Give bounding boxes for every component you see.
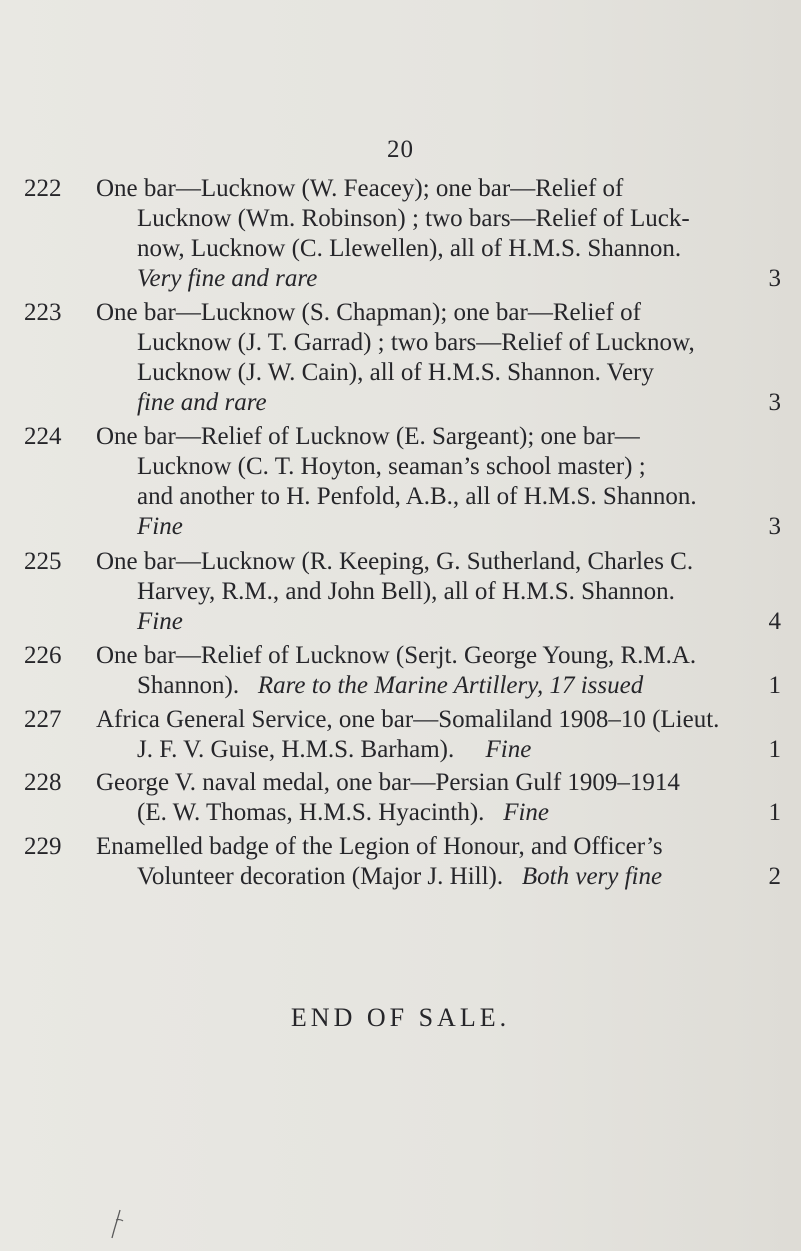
description-line: One bar—Lucknow (S. Chapman); one bar—Relief of — [96, 299, 641, 326]
lot-number: 227 — [24, 706, 62, 733]
lot-description — [96, 705, 781, 765]
grade-line — [96, 512, 781, 542]
grade-line — [96, 862, 781, 892]
lot-quantity: 3 — [768, 513, 781, 540]
lot-quantity: 4 — [768, 608, 781, 635]
grade-line — [96, 264, 781, 294]
description-line: One bar—Relief of Lucknow (E. Sargeant); one bar— — [96, 423, 640, 450]
grade-line — [96, 388, 781, 418]
description-line: One bar—Lucknow (R. Keeping, G. Sutherland, Charles C. — [96, 548, 694, 575]
lot-description — [96, 641, 781, 701]
end-of-sale-heading: END OF SALE. — [290, 1003, 511, 1032]
description-line: now, Lucknow (C. Llewellen), all of H.M.S. Shannon. — [137, 235, 682, 262]
lot-number: 223 — [24, 299, 62, 326]
description-line: One bar—Lucknow (W. Feacey); one bar—Relief of — [96, 175, 624, 202]
lot-number: 226 — [24, 642, 62, 669]
lot-description — [96, 298, 781, 418]
lot-quantity: 1 — [768, 672, 781, 699]
lot-quantity: 3 — [768, 265, 781, 292]
description-line: Shannon). — [137, 672, 240, 699]
grade-line — [96, 735, 781, 765]
pencil-mark-icon — [106, 1208, 126, 1240]
description-line: Enamelled badge of the Legion of Honour, and Officer’s — [96, 833, 663, 860]
description-line: Lucknow (J. T. Garrad) ; two bars—Relief of Lucknow, — [137, 329, 695, 356]
description-line: One bar—Relief of Lucknow (Serjt. George Young, R.M.A. — [96, 642, 697, 669]
description-line: (E. W. Thomas, H.M.S. Hyacinth). — [137, 799, 485, 826]
description-line: Harvey, R.M., and John Bell), all of H.M.S. Shannon. — [137, 578, 675, 605]
lot-description — [96, 547, 781, 637]
description-line: and another to H. Penfold, A.B., all of H.M.S. Shannon. — [137, 483, 697, 510]
condition-grade: Both very fine — [521, 863, 663, 890]
lot-quantity: 3 — [768, 389, 781, 416]
grade-line — [96, 671, 781, 701]
lot-quantity: 1 — [768, 799, 781, 826]
description-line: Lucknow (J. W. Cain), all of H.M.S. Shannon. Very — [137, 359, 654, 386]
lot-number: 228 — [24, 769, 62, 796]
condition-grade: Fine — [137, 513, 183, 540]
description-line: George V. naval medal, one bar—Persian Gulf 1909–1914 — [96, 769, 680, 796]
description-line: Volunteer decoration (Major J. Hill). — [137, 863, 504, 890]
lot-description — [96, 174, 781, 294]
lot-description — [96, 422, 781, 542]
condition-grade: Fine — [503, 799, 550, 826]
lot-description — [96, 832, 781, 892]
lot-number: 225 — [24, 548, 62, 575]
grade-line — [96, 798, 781, 828]
lot-number: 229 — [24, 833, 62, 860]
condition-grade: fine and rare — [137, 389, 267, 416]
condition-grade: Fine — [485, 736, 532, 763]
lot-quantity: 2 — [768, 863, 781, 890]
condition-grade: Fine — [137, 608, 183, 635]
lot-number: 222 — [24, 175, 62, 202]
lot-quantity: 1 — [768, 736, 781, 763]
description-line: Lucknow (Wm. Robinson) ; two bars—Relief of Luck- — [137, 205, 690, 232]
condition-grade: Very fine and rare — [137, 265, 318, 292]
grade-line — [96, 607, 781, 637]
lot-description — [96, 768, 781, 828]
page-number: 20 — [387, 136, 414, 163]
condition-grade: Rare to the Marine Artillery, 17 issued — [257, 672, 644, 699]
lot-number: 224 — [24, 423, 62, 450]
description-line: Africa General Service, one bar—Somaliland 1908–10 (Lieut. — [96, 706, 720, 733]
description-line: J. F. V. Guise, H.M.S. Barham). — [137, 736, 455, 763]
description-line: Lucknow (C. T. Hoyton, seaman’s school master) ; — [137, 453, 646, 480]
